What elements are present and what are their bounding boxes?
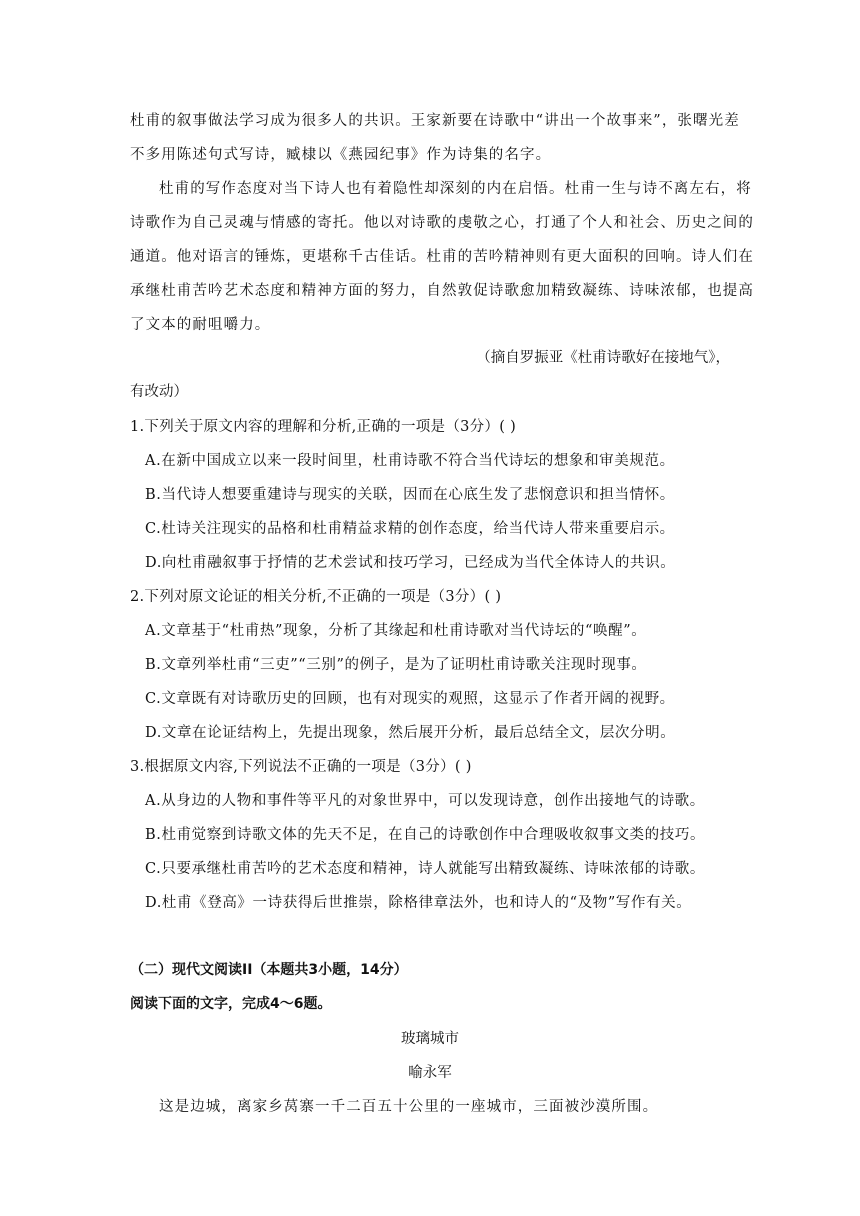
question-stem: 2.下列对原文论证的相关分析,不正确的一项是（3分）( ): [130, 589, 502, 605]
source-citation-cont: 有改动）: [130, 384, 188, 400]
story-title: 玻璃城市: [401, 1031, 459, 1047]
question-option: B.当代诗人想要重建诗与现实的关联，因而在心底生发了悲悯意识和担当情怀。: [145, 487, 675, 503]
question-option: C.只要承继杜甫苦吟的艺术态度和精神，诗人就能写出精致凝练、诗味浓郁的诗歌。: [145, 861, 705, 877]
source-citation: （摘自罗振亚《杜甫诗歌好在接地气》，: [476, 350, 730, 366]
section-heading: （二）现代文阅读II（本题共3小题，14分）: [130, 962, 408, 978]
question-option: D.向杜甫融叙事于抒情的艺术尝试和技巧学习，已经成为当代全体诗人的共识。: [145, 555, 676, 571]
question-option: A.在新中国成立以来一段时间里，杜甫诗歌不符合当代诗坛的想象和审美规范。: [145, 453, 675, 469]
story-first-line: 这是边城，离家乡莴寨一千二百五十公里的一座城市，三面被沙漠所围。: [159, 1099, 659, 1115]
question-option: B.杜甫觉察到诗歌文体的先天不足，在自己的诗歌创作中合理吸收叙事文类的技巧。: [145, 827, 706, 843]
question-option: A.从身边的人物和事件等平凡的对象世界中，可以发现诗意，创作出接地气的诗歌。: [145, 793, 705, 809]
question-stem: 3.根据原文内容,下列说法不正确的一项是（3分）( ): [130, 759, 472, 775]
question-stem: 1.下列关于原文内容的理解和分析,正确的一项是（3分）( ): [130, 419, 517, 435]
passage-line: 了文本的耐咀嚼力。: [130, 317, 271, 333]
passage-line: 诗歌作为自己灵魂与情感的寄托。他以对诗歌的虔敬之心，打通了个人和社会、历史之间的: [130, 215, 754, 231]
passage-line: 不多用陈述句式写诗，臧棣以《燕园纪事》作为诗集的名字。: [130, 147, 552, 163]
passage-line: 杜甫的叙事做法学习成为很多人的共识。王家新要在诗歌中“讲出一个故事来”，张曙光差: [130, 113, 740, 129]
question-option: C.文章既有对诗歌历史的回顾，也有对现实的观照，这显示了作者开阔的视野。: [145, 691, 675, 707]
section-instruction: 阅读下面的文字，完成4～6题。: [130, 996, 332, 1012]
question-option: D.文章在论证结构上，先提出现象，然后展开分析，最后总结全文，层次分明。: [145, 725, 676, 741]
story-author: 喻永军: [408, 1065, 452, 1081]
question-option: C.杜诗关注现实的品格和杜甫精益求精的创作态度，给当代诗人带来重要启示。: [145, 521, 675, 537]
question-option: D.杜甫《登高》一诗获得后世推崇，除格律章法外，也和诗人的“及物”写作有关。: [145, 895, 692, 911]
passage-line: 杜甫的写作态度对当下诗人也有着隐性却深刻的内在启悟。杜甫一生与诗不离左右，将: [159, 181, 752, 197]
question-option: A.文章基于“杜甫热”现象，分析了其缘起和杜甫诗歌对当代诗坛的“唤醒”。: [145, 623, 647, 639]
passage-line: 承继杜甫苦吟艺术态度和精神方面的努力，自然敦促诗歌愈加精致凝练、诗味浓郁，也提高: [130, 283, 754, 299]
passage-line: 通道。他对语言的锤炼，更堪称千古佳话。杜甫的苦吟精神则有更大面积的回响。诗人们在: [130, 249, 754, 265]
question-option: B.文章列举杜甫“三吏”“三别”的例子，是为了证明杜甫诗歌关注现时现事。: [145, 657, 647, 673]
